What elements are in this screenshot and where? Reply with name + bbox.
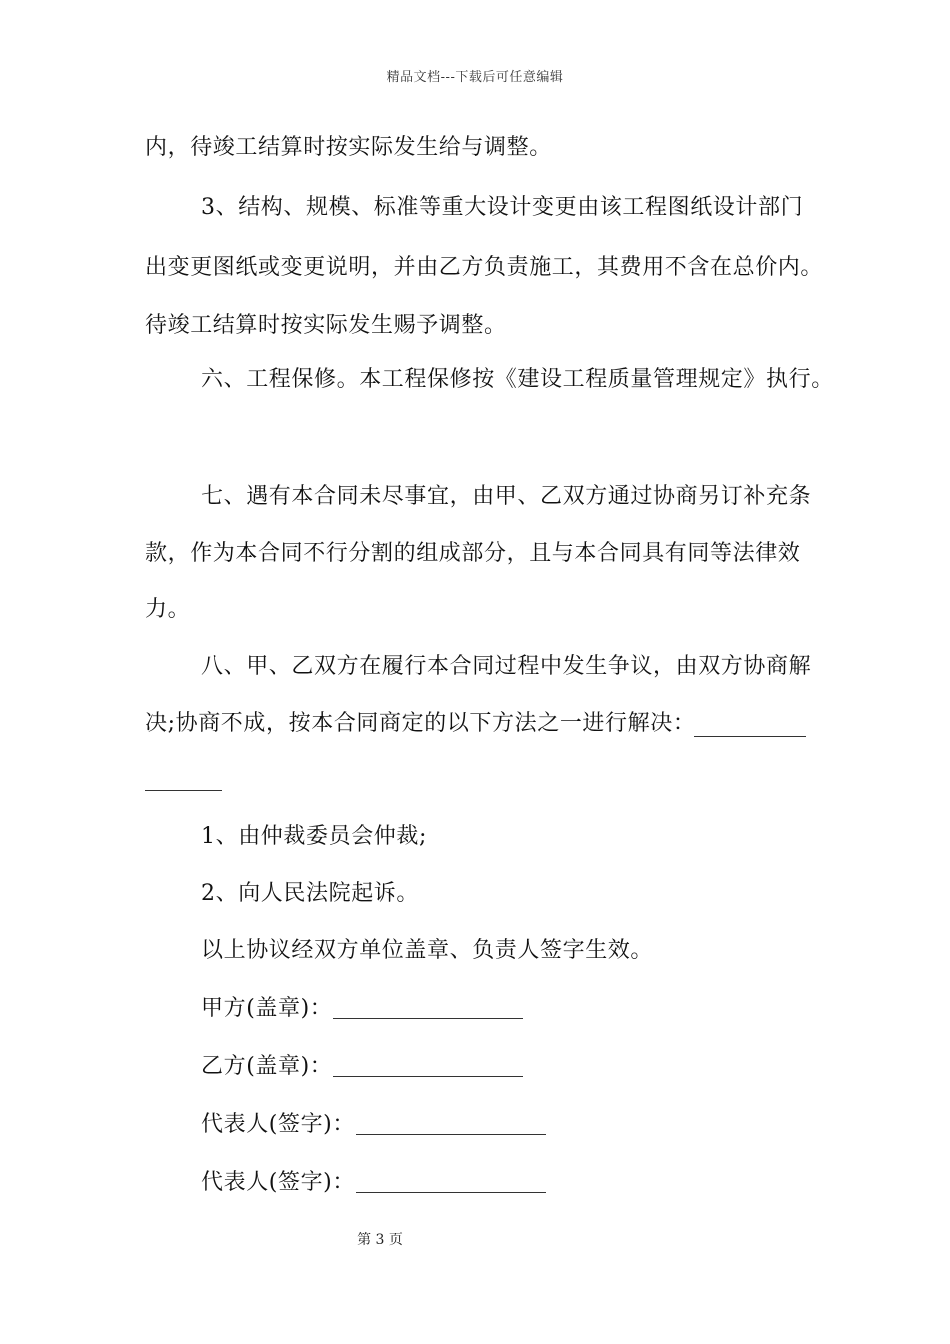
representative-signature-blank	[356, 1134, 546, 1135]
effectiveness-statement: 以上协议经双方单位盖章、负责人签字生效。	[201, 938, 654, 963]
paragraph-line: 力。	[145, 597, 191, 622]
page-number: 第 3 页	[357, 1232, 403, 1248]
party-b-seal-blank	[333, 1076, 523, 1077]
paragraph-line: 3、结构、规模、标准等重大设计变更由该工程图纸设计部门	[201, 195, 804, 220]
representative-signature-label: 代表人(签字)：	[201, 1112, 355, 1137]
party-a-seal-label: 甲方(盖章)：	[201, 996, 333, 1021]
fill-in-blank-line-continued	[145, 790, 222, 791]
paragraph-line: 出变更图纸或变更说明，并由乙方负责施工，其费用不含在总价内。	[145, 255, 824, 280]
paragraph-line: 待竣工结算时按实际发生赐予调整。	[145, 313, 507, 338]
party-a-seal-blank	[333, 1018, 523, 1019]
representative-signature-blank	[356, 1192, 546, 1193]
paragraph-line: 内，待竣工结算时按实际发生给与调整。	[145, 135, 552, 160]
party-b-seal-label: 乙方(盖章)：	[201, 1054, 333, 1079]
paragraph-line: 六、工程保修。本工程保修按《建设工程质量管理规定》执行。	[201, 367, 834, 392]
paragraph-line: 八、甲、乙双方在履行本合同过程中发生争议，由双方协商解	[201, 654, 812, 679]
paragraph-line: 决;协商不成，按本合同商定的以下方法之一进行解决：	[145, 711, 696, 736]
representative-signature-label: 代表人(签字)：	[201, 1170, 355, 1195]
option-item-court: 2、向人民法院起诉。	[201, 881, 419, 906]
page-header: 精品文档---下载后可任意编辑	[386, 70, 564, 85]
paragraph-line: 七、遇有本合同未尽事宜，由甲、乙双方通过协商另订补充条	[201, 484, 812, 509]
option-item-arbitration: 1、由仲裁委员会仲裁;	[201, 824, 428, 849]
paragraph-line: 款，作为本合同不行分割的组成部分，且与本合同具有同等法律效	[145, 541, 801, 566]
fill-in-blank-line	[694, 736, 806, 737]
